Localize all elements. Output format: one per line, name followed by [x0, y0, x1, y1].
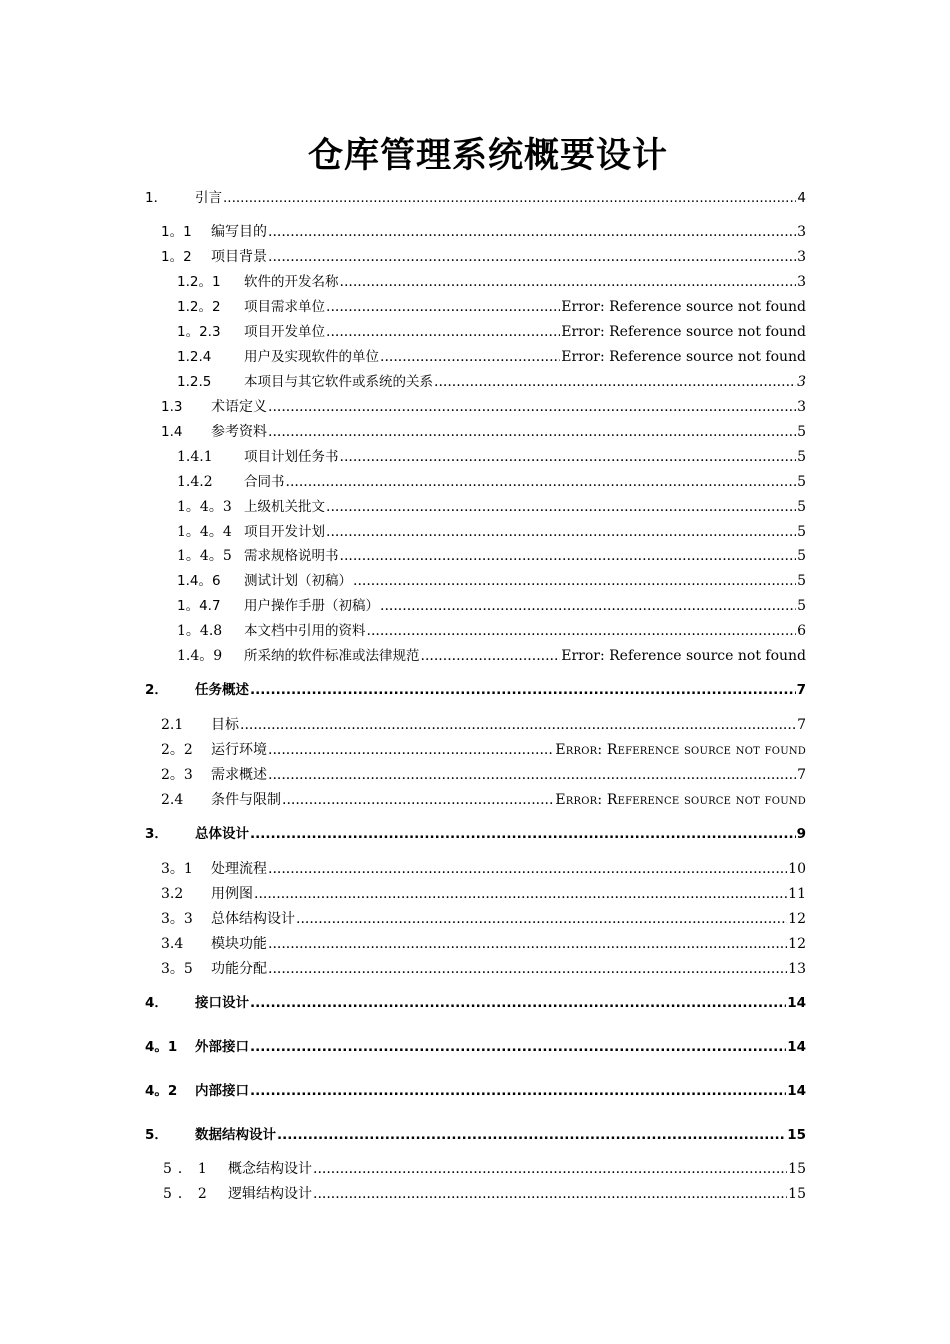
- toc-number: 2。3: [161, 767, 193, 783]
- toc-number: 1.4: [161, 424, 183, 440]
- toc-leader: [340, 547, 797, 565]
- toc-entry[interactable]: [177, 643, 806, 665]
- toc-number: 3。5: [161, 961, 193, 977]
- toc-number: 1.2.5: [177, 374, 212, 390]
- toc-leader: [268, 860, 787, 878]
- toc-leader: [380, 348, 560, 366]
- toc-leader: [282, 791, 554, 809]
- toc-entry[interactable]: [163, 1156, 806, 1178]
- toc-leader: [286, 473, 797, 491]
- toc-label: 功能分配: [211, 961, 267, 977]
- toc-page: 15: [788, 1186, 806, 1202]
- toc-entry[interactable]: [161, 881, 806, 903]
- toc-entry[interactable]: [145, 185, 806, 207]
- toc-page: 10: [788, 861, 806, 877]
- toc-label: 处理流程: [211, 861, 267, 877]
- toc-page: 7: [796, 682, 806, 698]
- toc-page: 3: [797, 374, 806, 390]
- toc-number: 3。3: [161, 911, 193, 927]
- toc-page: Error: Reference source not found: [555, 792, 806, 808]
- toc-leader: [421, 647, 561, 665]
- toc-label: 编写目的: [211, 224, 267, 240]
- toc-entry[interactable]: [161, 219, 806, 241]
- toc-page: 7: [797, 767, 806, 783]
- toc-leader: [326, 298, 560, 316]
- toc-entry[interactable]: [177, 294, 806, 316]
- toc-entry[interactable]: [161, 244, 806, 266]
- toc-page: Error: Reference source not found: [561, 299, 806, 315]
- toc-page: 5: [797, 548, 806, 564]
- toc-entry[interactable]: [145, 677, 806, 699]
- toc-number: 1。4。3: [177, 499, 232, 515]
- toc-page: Error: Reference source not found: [555, 742, 806, 758]
- toc-page: 3: [797, 274, 806, 290]
- toc-page: 4: [797, 190, 806, 206]
- toc-entry[interactable]: [145, 1122, 806, 1144]
- toc-entry[interactable]: [177, 568, 806, 590]
- toc-label: 接口设计: [195, 995, 249, 1011]
- toc-label: 项目开发计划: [244, 524, 325, 540]
- toc-leader: [254, 885, 787, 903]
- toc-label: 概念结构设计: [228, 1161, 312, 1177]
- toc-label: 用户操作手册（初稿）: [244, 598, 379, 614]
- toc-leader: [340, 448, 797, 466]
- toc-page: 9: [796, 826, 806, 842]
- toc-entry[interactable]: [145, 1078, 806, 1100]
- toc-entry[interactable]: [177, 344, 806, 366]
- toc-label: 项目背景: [211, 249, 267, 265]
- toc-label: 内部接口: [195, 1083, 249, 1099]
- toc-page: 3: [797, 249, 806, 265]
- toc-entry[interactable]: [145, 821, 806, 843]
- toc-number: 4。1: [145, 1039, 178, 1055]
- toc-leader: [268, 960, 787, 978]
- toc-label: 上级机关批文: [244, 499, 325, 515]
- toc-number: 1.4。6: [177, 573, 221, 589]
- toc-number: 3。1: [161, 861, 193, 877]
- toc-number: 4．: [145, 995, 168, 1011]
- toc-entry[interactable]: [161, 419, 806, 441]
- toc-leader: [268, 223, 796, 241]
- toc-entry[interactable]: [161, 956, 806, 978]
- toc-label: 术语定义: [211, 399, 267, 415]
- toc-leader: [268, 423, 796, 441]
- toc-page: 11: [788, 886, 806, 902]
- toc-label: 本项目与其它软件或系统的关系: [244, 374, 433, 390]
- toc-entry[interactable]: [177, 543, 806, 565]
- toc-number: 1.2.4: [177, 349, 212, 365]
- toc-label: 外部接口: [195, 1039, 249, 1055]
- toc-number: 1。2.3: [177, 324, 221, 340]
- toc-page: 5: [797, 598, 806, 614]
- toc-entry[interactable]: [177, 494, 806, 516]
- toc-leader: [250, 1038, 786, 1056]
- toc-page: 5: [797, 524, 806, 540]
- toc-leader: [296, 910, 787, 928]
- toc-page: 15: [787, 1127, 806, 1143]
- toc-leader: [250, 825, 796, 843]
- toc-entry[interactable]: [177, 593, 806, 615]
- toc-label: 模块功能: [211, 936, 267, 952]
- toc-leader: [313, 1160, 787, 1178]
- toc-label: 软件的开发名称: [244, 274, 339, 290]
- toc-leader: [240, 716, 796, 734]
- toc-label: 用例图: [211, 886, 253, 902]
- toc-number: 2.4: [161, 792, 184, 808]
- toc-label: 总体设计: [195, 826, 249, 842]
- toc-page: 5: [797, 424, 806, 440]
- toc-number: 1。4.8: [177, 623, 223, 639]
- toc-leader: [313, 1185, 787, 1203]
- toc-entry[interactable]: [177, 469, 806, 491]
- toc-page: Error: Reference source not found: [561, 648, 806, 664]
- document-title: 仓库管理系统概要设计: [307, 136, 668, 176]
- toc-entry[interactable]: [161, 787, 806, 809]
- toc-page: 12: [788, 936, 806, 952]
- toc-number: 1.4.1: [177, 449, 213, 465]
- toc-leader: [326, 523, 796, 541]
- toc-label: 引言: [195, 190, 222, 206]
- toc-label: 条件与限制: [211, 792, 281, 808]
- toc-page: 5: [797, 449, 806, 465]
- toc-label: 需求规格说明书: [244, 548, 339, 564]
- toc-page: Error: Reference source not found: [561, 324, 806, 340]
- toc-entry[interactable]: [161, 712, 806, 734]
- toc-leader: [223, 189, 796, 207]
- toc-number: 1。1: [161, 224, 192, 240]
- toc-number: 2.1: [161, 717, 184, 733]
- toc-number: 1.4。9: [177, 648, 223, 664]
- toc-leader: [268, 398, 796, 416]
- toc-number: 1.2。1: [177, 274, 221, 290]
- toc-number: 3．: [145, 826, 168, 842]
- toc-leader: [250, 994, 786, 1012]
- toc-number: 1.2。2: [177, 299, 221, 315]
- toc-leader: [434, 373, 796, 391]
- toc-label: 项目开发单位: [244, 324, 325, 340]
- toc-entry[interactable]: [177, 369, 806, 391]
- toc-label: 所采纳的软件标准或法律规范: [244, 648, 420, 664]
- toc-label: 运行环境: [211, 742, 267, 758]
- toc-label: 任务概述: [195, 682, 249, 698]
- toc-entry[interactable]: [161, 906, 806, 928]
- toc-leader: [268, 935, 787, 953]
- toc-entry[interactable]: [177, 319, 806, 341]
- toc-label: 用户及实现软件的单位: [244, 349, 379, 365]
- toc-label: 项目计划任务书: [244, 449, 339, 465]
- toc-page: 5: [797, 573, 806, 589]
- toc-leader: [268, 741, 554, 759]
- toc-page: 13: [788, 961, 806, 977]
- toc-page: 5: [797, 499, 806, 515]
- toc-entry[interactable]: [163, 1181, 806, 1203]
- toc-label: 参考资料: [211, 424, 267, 440]
- toc-number: 5．: [145, 1127, 168, 1143]
- toc-page: 14: [787, 1039, 806, 1055]
- toc-leader: [353, 572, 796, 590]
- toc-leader: [326, 498, 796, 516]
- toc-leader: [380, 597, 796, 615]
- toc-leader: [268, 248, 796, 266]
- toc-label: 数据结构设计: [195, 1127, 276, 1143]
- toc-page: 14: [787, 995, 806, 1011]
- toc-label: 逻辑结构设计: [228, 1186, 312, 1202]
- toc-number: 1。4.7: [177, 598, 221, 614]
- toc-leader: [326, 323, 560, 341]
- toc-leader: [268, 766, 796, 784]
- toc-number: 2。2: [161, 742, 193, 758]
- toc-entry[interactable]: [161, 737, 806, 759]
- toc-number: 1。4。5: [177, 548, 232, 564]
- toc-leader: [250, 1082, 786, 1100]
- toc-leader: [277, 1126, 786, 1144]
- toc-page: 15: [788, 1161, 806, 1177]
- toc-leader: [250, 681, 796, 699]
- toc-number: 1。4。4: [177, 524, 232, 540]
- toc-page: 12: [788, 911, 806, 927]
- toc-label: 本文档中引用的资料: [244, 623, 366, 639]
- toc-page: 14: [787, 1083, 806, 1099]
- toc-page: 7: [797, 717, 806, 733]
- toc-label: 总体结构设计: [211, 911, 295, 927]
- toc-entry[interactable]: [177, 519, 806, 541]
- toc-page: 6: [797, 623, 806, 639]
- toc-number: 1.4.2: [177, 474, 213, 490]
- toc-number: 5．2: [163, 1186, 213, 1202]
- toc-entry[interactable]: [161, 394, 806, 416]
- toc-leader: [367, 622, 797, 640]
- toc-number: 2．: [145, 682, 168, 698]
- toc-number: 3.2: [161, 886, 184, 902]
- toc-entry[interactable]: [145, 990, 806, 1012]
- toc-label: 目标: [211, 717, 239, 733]
- toc-number: 5．1: [163, 1161, 213, 1177]
- toc-entry[interactable]: [161, 762, 806, 784]
- toc-number: 4。2: [145, 1083, 178, 1099]
- toc-label: 项目需求单位: [244, 299, 325, 315]
- toc-label: 合同书: [244, 474, 285, 490]
- toc-number: 1．: [145, 190, 168, 206]
- toc-label: 测试计划（初稿）: [244, 573, 352, 589]
- toc-entry[interactable]: [161, 856, 806, 878]
- toc-number: 1.3: [161, 399, 183, 415]
- toc-entry[interactable]: [177, 444, 806, 466]
- toc-page: 5: [797, 474, 806, 490]
- toc-label: 需求概述: [211, 767, 267, 783]
- toc-number: 1。2: [161, 249, 192, 265]
- toc-entry[interactable]: [177, 618, 806, 640]
- toc-page: 3: [797, 224, 806, 240]
- toc-number: 3.4: [161, 936, 184, 952]
- toc-entry[interactable]: [177, 269, 806, 291]
- toc-leader: [340, 273, 797, 291]
- toc-entry[interactable]: [145, 1034, 806, 1056]
- toc-entry[interactable]: [161, 931, 806, 953]
- toc-page: 3: [797, 399, 806, 415]
- toc-page: Error: Reference source not found: [561, 349, 806, 365]
